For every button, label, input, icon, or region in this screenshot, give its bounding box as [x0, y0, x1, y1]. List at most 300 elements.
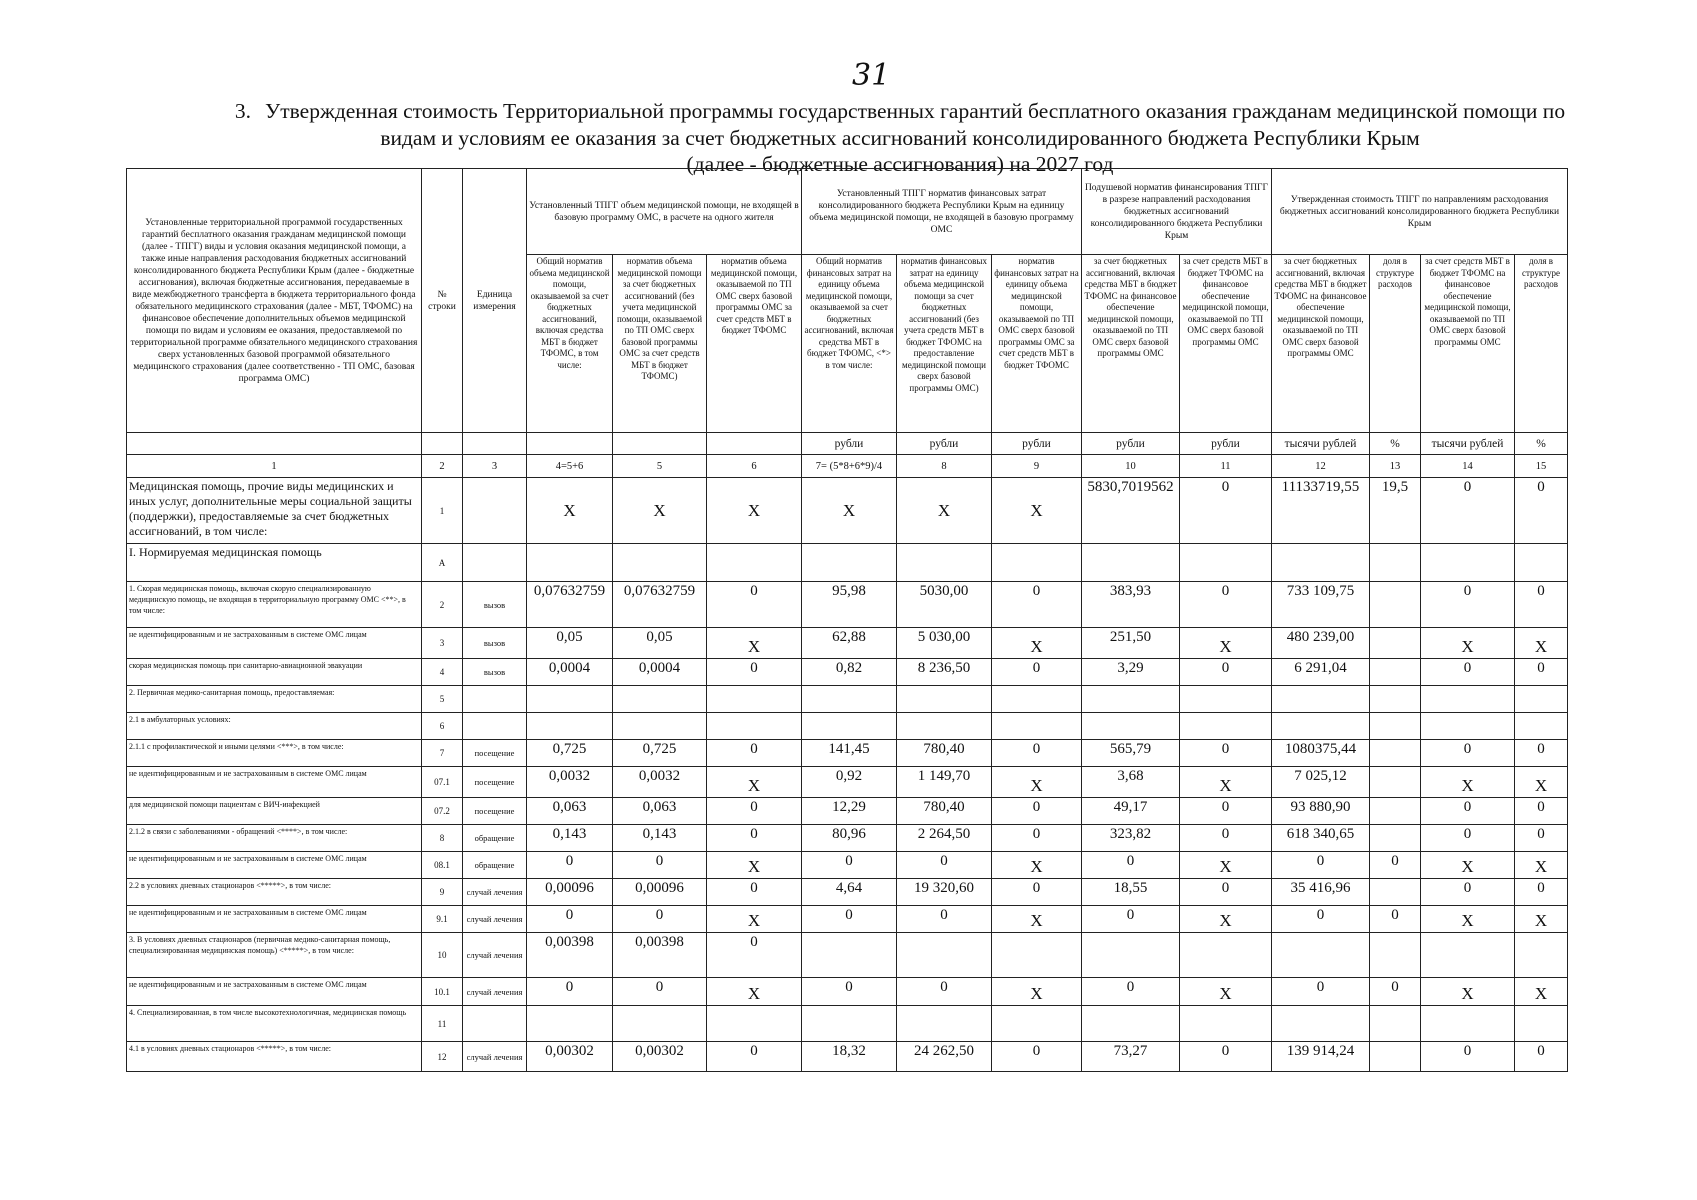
cell-c9: 0	[992, 879, 1082, 906]
cell-c9: X	[992, 852, 1082, 879]
cell-c10: 0	[1082, 978, 1180, 1006]
row-label: скорая медицинская помощь при санитарно-авиационной эвакуации	[127, 659, 422, 686]
cell-c6: 0	[707, 933, 802, 978]
table-row	[127, 582, 1568, 628]
cell-c11: 0	[1180, 1042, 1272, 1072]
cell-c10	[1082, 713, 1180, 740]
document-title	[150, 98, 1650, 152]
unit-cell: %	[1370, 433, 1421, 455]
row-line-number: 12	[422, 1042, 463, 1072]
cell-c11: 0	[1180, 825, 1272, 852]
cell-c9: 0	[992, 1042, 1082, 1072]
cell-c7: 80,96	[802, 825, 897, 852]
unit-cell: рубли	[802, 433, 897, 455]
table-row	[127, 1042, 1568, 1072]
cell-c11: X	[1180, 767, 1272, 798]
cell-c14: X	[1421, 906, 1515, 933]
row-line-number: 9	[422, 879, 463, 906]
row-line-number: 11	[422, 1006, 463, 1042]
cell-c6: 0	[707, 825, 802, 852]
cell-c5: 0	[613, 852, 707, 879]
cell-c6	[707, 1006, 802, 1042]
row-label: Медицинская помощь, прочие виды медицинских и иных услуг, дополнительные меры социальной защиты (поддержки), предоставляемые за счет бюджетных ассигнований, в том числе:	[127, 478, 422, 544]
cell-c14: X	[1421, 767, 1515, 798]
cell-c12: 480 239,00	[1272, 628, 1370, 659]
row-line-number: 7	[422, 740, 463, 767]
cell-c9: X	[992, 478, 1082, 544]
cell-c15	[1515, 544, 1568, 582]
cell-c9: 0	[992, 825, 1082, 852]
cell-c12	[1272, 933, 1370, 978]
row-unit: посещение	[463, 767, 527, 798]
cell-c14: 0	[1421, 825, 1515, 852]
cell-c5: 0,05	[613, 628, 707, 659]
cell-c9	[992, 686, 1082, 713]
row-label: 2.1 в амбулаторных условиях:	[127, 713, 422, 740]
row-line-number: 6	[422, 713, 463, 740]
cell-c7: 95,98	[802, 582, 897, 628]
table-row	[127, 478, 1568, 544]
cell-c4: 0,00096	[527, 879, 613, 906]
unit-cell: рубли	[1180, 433, 1272, 455]
section-number: 3.	[234, 99, 252, 123]
header-c6: норматив объема медицинской помощи, оказываемой по ТП ОМС сверх базовой программы ОМС за счет средств МБТ в бюджет ТФОМС	[707, 255, 802, 433]
cell-c9: 0	[992, 659, 1082, 686]
cell-c4	[527, 544, 613, 582]
row-line-number: 3	[422, 628, 463, 659]
cell-c11	[1180, 686, 1272, 713]
cell-c13	[1370, 628, 1421, 659]
cell-c9: X	[992, 906, 1082, 933]
row-unit: случай лечения	[463, 879, 527, 906]
row-unit: случай лечения	[463, 933, 527, 978]
header-c4: Общий норматив объема медицинской помощи, оказываемой за счет бюджетных ассигнований, включая средства МБТ в бюджет ТФОМС, в том числе:	[527, 255, 613, 433]
table-row	[127, 767, 1568, 798]
cell-c13	[1370, 713, 1421, 740]
header-volume-group: Установленный ТПГГ объем медицинской помощи, не входящей в базовую программу ОМС, в расчете на одного жителя	[527, 169, 802, 255]
column-number-cell: 8	[897, 455, 992, 478]
cell-c11: 0	[1180, 798, 1272, 825]
row-label: I. Нормируемая медицинская помощь	[127, 544, 422, 582]
cell-c8: 0	[897, 978, 992, 1006]
cell-c6: X	[707, 767, 802, 798]
column-number-cell: 7= (5*8+6*9)/4	[802, 455, 897, 478]
cell-c8: 5 030,00	[897, 628, 992, 659]
cell-c5: X	[613, 478, 707, 544]
cell-c10: 3,29	[1082, 659, 1180, 686]
unit-cell: рубли	[897, 433, 992, 455]
cell-c7: 0,82	[802, 659, 897, 686]
cell-c5: 0,0004	[613, 659, 707, 686]
row-label: 2. Первичная медико-санитарная помощь, предоставляемая:	[127, 686, 422, 713]
cell-c5	[613, 713, 707, 740]
header-c10: за счет бюджетных ассигнований, включая средства МБТ в бюджет ТФОМС на финансовое обеспечение медицинской помощи, оказываемой по ТП ОМС сверх базовой программы ОМС	[1082, 255, 1180, 433]
row-unit: посещение	[463, 798, 527, 825]
column-number-cell: 10	[1082, 455, 1180, 478]
row-label: 2.1.1 с профилактической и иными целями <***>, в том числе:	[127, 740, 422, 767]
cell-c11: X	[1180, 628, 1272, 659]
unit-cell: рубли	[992, 433, 1082, 455]
cell-c15	[1515, 686, 1568, 713]
cell-c14: 0	[1421, 1042, 1515, 1072]
cell-c15: 0	[1515, 798, 1568, 825]
cell-c8: 780,40	[897, 740, 992, 767]
column-number-cell: 11	[1180, 455, 1272, 478]
header-c8: норматив финансовых затрат на единицу объема медицинской помощи за счет бюджетных ассигнований (без учета средств МБТ в бюджет ТФОМС на предоставление медицинской помощи сверх базовой программы ОМС)	[897, 255, 992, 433]
cell-c10	[1082, 1006, 1180, 1042]
cell-c10	[1082, 933, 1180, 978]
cell-c15	[1515, 713, 1568, 740]
cell-c13	[1370, 686, 1421, 713]
cell-c5: 0,0032	[613, 767, 707, 798]
column-number-cell: 15	[1515, 455, 1568, 478]
row-unit	[463, 478, 527, 544]
cell-c15: X	[1515, 906, 1568, 933]
cell-c7: 0,92	[802, 767, 897, 798]
column-number-cell: 3	[463, 455, 527, 478]
row-unit	[463, 544, 527, 582]
cell-c10: 0	[1082, 906, 1180, 933]
cell-c12: 139 914,24	[1272, 1042, 1370, 1072]
table-row	[127, 740, 1568, 767]
cell-c6: 0	[707, 879, 802, 906]
header-line-number: № строки	[422, 169, 463, 433]
table-row	[127, 659, 1568, 686]
column-number-cell: 5	[613, 455, 707, 478]
row-unit	[463, 686, 527, 713]
cell-c7	[802, 686, 897, 713]
cell-c14: X	[1421, 978, 1515, 1006]
cell-c7: 62,88	[802, 628, 897, 659]
page-number: 31	[852, 58, 891, 93]
cell-c11: X	[1180, 978, 1272, 1006]
cell-c14: 0	[1421, 582, 1515, 628]
unit-cell: тысячи рублей	[1272, 433, 1370, 455]
cell-c9	[992, 713, 1082, 740]
cell-c12	[1272, 713, 1370, 740]
cell-c13: 19,5	[1370, 478, 1421, 544]
cell-c11: 0	[1180, 879, 1272, 906]
row-unit: вызов	[463, 582, 527, 628]
cell-c11: 0	[1180, 582, 1272, 628]
column-number-cell: 12	[1272, 455, 1370, 478]
cell-c15: X	[1515, 852, 1568, 879]
cell-c12: 6 291,04	[1272, 659, 1370, 686]
cell-c4	[527, 1006, 613, 1042]
header-c7: Общий норматив финансовых затрат на единицу объема медицинской помощи, оказываемой за счет бюджетных ассигнований, включая средства МБТ в бюджет ТФОМС, <*> в том числе:	[802, 255, 897, 433]
cell-c11: X	[1180, 852, 1272, 879]
cell-c13: 0	[1370, 906, 1421, 933]
cell-c8: 2 264,50	[897, 825, 992, 852]
row-unit: обращение	[463, 852, 527, 879]
cell-c10: 5830,7019562	[1082, 478, 1180, 544]
cell-c5	[613, 686, 707, 713]
cell-c14: 0	[1421, 798, 1515, 825]
cell-c14: 0	[1421, 740, 1515, 767]
cell-c6: 0	[707, 740, 802, 767]
cell-c7	[802, 544, 897, 582]
title-line-2: видам и условиям ее оказания за счет бюджетных ассигнований консолидированного бюджета Республики Крым	[380, 126, 1420, 150]
unit-cell	[613, 433, 707, 455]
cell-c4	[527, 713, 613, 740]
cell-c14: X	[1421, 852, 1515, 879]
cell-c15: X	[1515, 767, 1568, 798]
cell-c12: 0	[1272, 978, 1370, 1006]
cell-c7: 0	[802, 978, 897, 1006]
cell-c9: 0	[992, 740, 1082, 767]
title-line-1: Утвержденная стоимость Территориальной программы государственных гарантий бесплатного оказания гражданам медицинской помощи по	[265, 99, 1566, 123]
cell-c12: 1080375,44	[1272, 740, 1370, 767]
cell-c7: 0	[802, 852, 897, 879]
table-row	[127, 798, 1568, 825]
table-row	[127, 906, 1568, 933]
unit-cell: рубли	[1082, 433, 1180, 455]
row-label: не идентифицированным и не застрахованным в системе ОМС лицам	[127, 767, 422, 798]
cell-c4: 0	[527, 906, 613, 933]
cell-c10	[1082, 544, 1180, 582]
unit-cell	[707, 433, 802, 455]
cell-c12	[1272, 686, 1370, 713]
cell-c15: 0	[1515, 825, 1568, 852]
row-label: 1. Скорая медицинская помощь, включая скорую специализированную медицинскую помощь, не входящая в территориальную программу ОМС <**>, в том числе:	[127, 582, 422, 628]
cell-c11	[1180, 713, 1272, 740]
cell-c8: 19 320,60	[897, 879, 992, 906]
cell-c14	[1421, 713, 1515, 740]
cell-c15: X	[1515, 628, 1568, 659]
cell-c12	[1272, 1006, 1370, 1042]
cell-c5: 0,00302	[613, 1042, 707, 1072]
cell-c13: 0	[1370, 978, 1421, 1006]
cell-c10: 0	[1082, 852, 1180, 879]
cell-c10: 18,55	[1082, 879, 1180, 906]
cell-c4: 0	[527, 852, 613, 879]
cell-c8: 0	[897, 906, 992, 933]
row-unit: вызов	[463, 628, 527, 659]
table-row	[127, 713, 1568, 740]
cell-c8: 8 236,50	[897, 659, 992, 686]
cell-c13	[1370, 1006, 1421, 1042]
cell-c5: 0	[613, 978, 707, 1006]
cell-c10: 383,93	[1082, 582, 1180, 628]
row-line-number: 5	[422, 686, 463, 713]
cell-c5: 0,00096	[613, 879, 707, 906]
cell-c6: X	[707, 628, 802, 659]
row-line-number: 08.1	[422, 852, 463, 879]
cell-c4: 0,00302	[527, 1042, 613, 1072]
cell-c9: 0	[992, 798, 1082, 825]
header-per-capita-group: Подушевой норматив финансирования ТПГГ в разрезе направлений расходования бюджетных ассигнований консолидированного бюджета Республики Крым	[1082, 169, 1272, 255]
table-row	[127, 879, 1568, 906]
cell-c6	[707, 686, 802, 713]
cell-c5	[613, 1006, 707, 1042]
header-description: Установленные территориальной программой государственных гарантий бесплатного оказания гражданам медицинской помощи (далее - ТПГГ) виды и условия оказания медицинской помощи, а также иные направления расходования бюджетных ассигнований консолидированного бюджета Республики Крым (далее - бюджетные ассигнования), включая бюджетные ассигнования, передаваемые в виде межбюджетного трансферта в бюджета территориального фонда обязательного медицинского страхования (далее - МБТ, ТФОМС) на финансовое обеспечение дополнительных объемов медицинской помощи по видам и условиям ее оказания, предоставляемой по территориальной программе обязательного медицинского страхования сверх установленных базовой программой обязательного медицинского страхования (далее соответственно - ТП ОМС, базовая программа ОМС)	[127, 169, 422, 433]
cell-c10	[1082, 686, 1180, 713]
cell-c7: 141,45	[802, 740, 897, 767]
cell-c8: 0	[897, 852, 992, 879]
column-number-cell: 14	[1421, 455, 1515, 478]
header-c11: за счет средств МБТ в бюджет ТФОМС на финансовое обеспечение медицинской помощи, оказываемой по ТП ОМС сверх базовой программы ОМС	[1180, 255, 1272, 433]
cell-c13	[1370, 1042, 1421, 1072]
cell-c4: 0,143	[527, 825, 613, 852]
cell-c14: X	[1421, 628, 1515, 659]
table-row	[127, 852, 1568, 879]
cell-c8: 5030,00	[897, 582, 992, 628]
table-row	[127, 686, 1568, 713]
cell-c13	[1370, 544, 1421, 582]
cell-c8: 1 149,70	[897, 767, 992, 798]
row-unit	[463, 713, 527, 740]
cell-c15	[1515, 933, 1568, 978]
cell-c9: X	[992, 628, 1082, 659]
cell-c8	[897, 713, 992, 740]
row-unit: обращение	[463, 825, 527, 852]
header-c13: доля в структуре расходов	[1370, 255, 1421, 433]
cell-c14: 0	[1421, 478, 1515, 544]
row-label: не идентифицированным и не застрахованным в системе ОМС лицам	[127, 852, 422, 879]
cell-c5: 0	[613, 906, 707, 933]
units-row	[127, 433, 1568, 455]
cell-c13: 0	[1370, 852, 1421, 879]
cell-c11: X	[1180, 906, 1272, 933]
cell-c13	[1370, 767, 1421, 798]
row-unit: случай лечения	[463, 906, 527, 933]
cell-c5: 0,725	[613, 740, 707, 767]
cell-c14: 0	[1421, 659, 1515, 686]
cell-c12: 93 880,90	[1272, 798, 1370, 825]
column-number-cell: 13	[1370, 455, 1421, 478]
cell-c12: 11133719,55	[1272, 478, 1370, 544]
cell-c11: 0	[1180, 478, 1272, 544]
cell-c6: X	[707, 852, 802, 879]
cell-c15: X	[1515, 978, 1568, 1006]
cell-c15	[1515, 1006, 1568, 1042]
cell-c5: 0,143	[613, 825, 707, 852]
cell-c11	[1180, 544, 1272, 582]
cell-c5: 0,063	[613, 798, 707, 825]
cell-c11: 0	[1180, 740, 1272, 767]
header-c15: доля в структуре расходов	[1515, 255, 1568, 433]
column-number-cell: 4=5+6	[527, 455, 613, 478]
cell-c9: X	[992, 767, 1082, 798]
cell-c8	[897, 933, 992, 978]
row-line-number: 9.1	[422, 906, 463, 933]
unit-cell: %	[1515, 433, 1568, 455]
cell-c4: 0,0032	[527, 767, 613, 798]
unit-cell	[527, 433, 613, 455]
header-cost-norm-group: Установленный ТПГГ норматив финансовых затрат консолидированного бюджета Республики Крым на единицу объема медицинской помощи, не входящей в базовую программу ОМС	[802, 169, 1082, 255]
cell-c9: 0	[992, 582, 1082, 628]
cell-c9	[992, 544, 1082, 582]
column-number-cell: 1	[127, 455, 422, 478]
unit-cell	[127, 433, 422, 455]
cell-c10: 565,79	[1082, 740, 1180, 767]
cell-c12: 0	[1272, 906, 1370, 933]
row-line-number: 07.1	[422, 767, 463, 798]
cell-c13	[1370, 798, 1421, 825]
cell-c13	[1370, 659, 1421, 686]
row-line-number: 10	[422, 933, 463, 978]
table-row	[127, 978, 1568, 1006]
cell-c15: 0	[1515, 1042, 1568, 1072]
row-line-number: 07.2	[422, 798, 463, 825]
table-row	[127, 544, 1568, 582]
cell-c4: 0,00398	[527, 933, 613, 978]
cell-c10: 73,27	[1082, 1042, 1180, 1072]
cell-c7	[802, 713, 897, 740]
row-line-number: 1	[422, 478, 463, 544]
column-numbers-row	[127, 455, 1568, 478]
cost-table	[126, 168, 1568, 1072]
cell-c8	[897, 1006, 992, 1042]
cell-c15: 0	[1515, 740, 1568, 767]
cell-c12	[1272, 544, 1370, 582]
row-label: 2.1.2 в связи с заболеваниями - обращений <****>, в том числе:	[127, 825, 422, 852]
cell-c7	[802, 933, 897, 978]
cell-c11	[1180, 933, 1272, 978]
row-unit	[463, 1006, 527, 1042]
cell-c4	[527, 686, 613, 713]
cell-c11: 0	[1180, 659, 1272, 686]
cell-c6: 0	[707, 582, 802, 628]
row-label: 3. В условиях дневных стационаров (первичная медико-санитарная помощь, специализированная медицинская помощь) <*****>, в том числе:	[127, 933, 422, 978]
row-label: для медицинской помощи пациентам с ВИЧ-инфекцией	[127, 798, 422, 825]
cell-c6: 0	[707, 798, 802, 825]
row-unit: случай лечения	[463, 978, 527, 1006]
row-label: не идентифицированным и не застрахованным в системе ОМС лицам	[127, 628, 422, 659]
row-label: не идентифицированным и не застрахованным в системе ОМС лицам	[127, 906, 422, 933]
cell-c10: 323,82	[1082, 825, 1180, 852]
cell-c10: 3,68	[1082, 767, 1180, 798]
row-label: 4.1 в условиях дневных стационаров <*****>, в том числе:	[127, 1042, 422, 1072]
cell-c5: 0,00398	[613, 933, 707, 978]
cell-c6	[707, 544, 802, 582]
column-number-cell: 9	[992, 455, 1082, 478]
cell-c15: 0	[1515, 659, 1568, 686]
header-unit: Единица измерения	[463, 169, 527, 433]
cell-c9: X	[992, 978, 1082, 1006]
cell-c11	[1180, 1006, 1272, 1042]
column-number-cell: 2	[422, 455, 463, 478]
header-c12: за счет бюджетных ассигнований, включая средства МБТ в бюджет ТФОМС на финансовое обеспечение медицинской помощи, оказываемой по ТП ОМС сверх базовой программы ОМС	[1272, 255, 1370, 433]
cell-c8: 780,40	[897, 798, 992, 825]
cell-c7: X	[802, 478, 897, 544]
header-approved-cost-group: Утвержденная стоимость ТПГГ по направлениям расходования бюджетных ассигнований консолидированного бюджета Республики Крым	[1272, 169, 1568, 255]
cell-c6: X	[707, 478, 802, 544]
cell-c13	[1370, 879, 1421, 906]
cell-c12: 0	[1272, 852, 1370, 879]
cell-c4: 0,725	[527, 740, 613, 767]
header-c9: норматив финансовых затрат на единицу объема медицинской помощи, оказываемой по ТП ОМС сверх базовой программы ОМС за счет средств МБТ в бюджет ТФОМС	[992, 255, 1082, 433]
cell-c6: 0	[707, 1042, 802, 1072]
cell-c14	[1421, 933, 1515, 978]
cell-c9	[992, 933, 1082, 978]
cell-c8	[897, 544, 992, 582]
table-row	[127, 825, 1568, 852]
cell-c7: 12,29	[802, 798, 897, 825]
cell-c14: 0	[1421, 879, 1515, 906]
row-label: 2.2 в условиях дневных стационаров <*****>, в том числе:	[127, 879, 422, 906]
table-row	[127, 628, 1568, 659]
cell-c6: 0	[707, 659, 802, 686]
cell-c12: 618 340,65	[1272, 825, 1370, 852]
cell-c4: 0	[527, 978, 613, 1006]
cell-c7: 0	[802, 906, 897, 933]
cell-c8: X	[897, 478, 992, 544]
cell-c4: X	[527, 478, 613, 544]
cell-c12: 35 416,96	[1272, 879, 1370, 906]
column-number-cell: 6	[707, 455, 802, 478]
cell-c15: 0	[1515, 879, 1568, 906]
